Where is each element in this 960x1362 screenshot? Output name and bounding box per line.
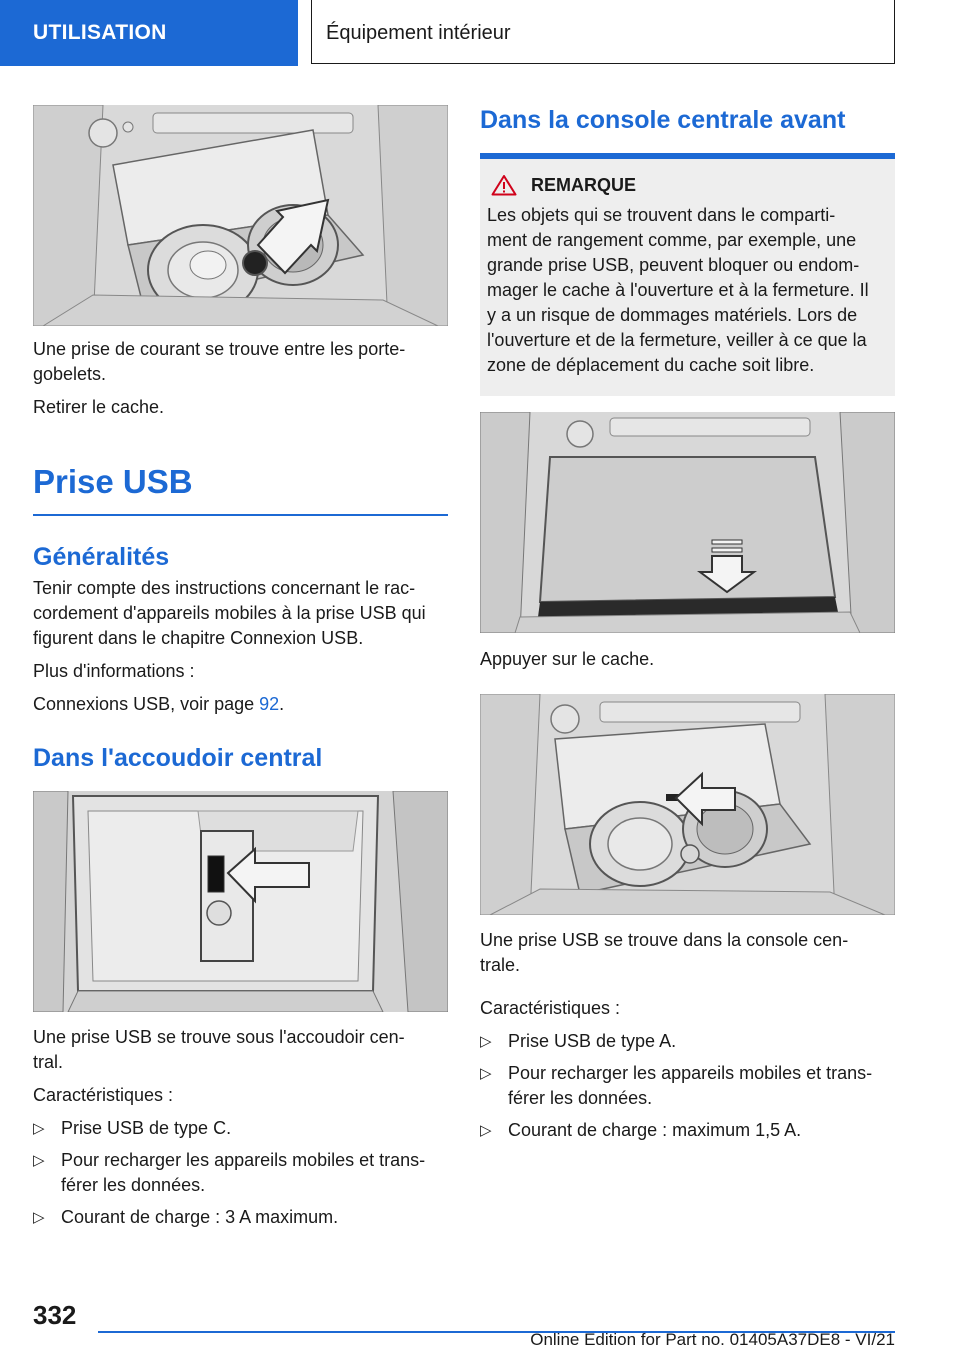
- triangle-right-outline-icon: ▷: [480, 1033, 492, 1050]
- section-title: Équipement intérieur: [311, 0, 895, 64]
- note-line: y a un risque de dommages matériels. Lors de: [487, 305, 858, 325]
- caption-socket-2: gobelets.: [33, 364, 107, 384]
- usb-ref-prefix: Connexions USB, voir page: [33, 694, 260, 714]
- caption-armrest-2: tral.: [33, 1052, 64, 1072]
- feature-text: Courant de charge : maximum 1,5 A.: [508, 1120, 802, 1140]
- feature-text: Prise USB de type C.: [61, 1118, 232, 1138]
- caption-armrest-1: Une prise USB se trouve sous l'accoudoir cen-: [33, 1027, 405, 1047]
- console-usb-photo: [480, 694, 895, 915]
- general-text-3: figurent dans le chapitre Connexion USB.: [33, 628, 364, 648]
- caption-console-2: trale.: [480, 955, 521, 975]
- list-item: [33, 1116, 448, 1141]
- feature-text: Courant de charge : 3 A maximum.: [61, 1207, 339, 1227]
- note-line: mager le cache à l'ouverture et à la fermeture. Il: [487, 280, 869, 300]
- heading-general: Généralités: [33, 543, 170, 571]
- left-column: [33, 105, 448, 1237]
- feature-text: Pour recharger les appareils mobiles et trans-: [61, 1150, 426, 1170]
- general-text-2: cordement d'appareils mobiles à la prise USB qui: [33, 603, 426, 623]
- triangle-right-outline-icon: ▷: [480, 1065, 492, 1082]
- features-label-armrest: Caractéristiques :: [33, 1085, 174, 1105]
- note-line: ment de rangement comme, par exemple, une: [487, 230, 857, 250]
- note-line: Les objets qui se trouvent dans le comparti-: [487, 205, 836, 225]
- more-info-text: Plus d'informations :: [33, 661, 195, 681]
- caption-socket-1: Une prise de courant se trouve entre les porte-: [33, 339, 406, 359]
- triangle-right-outline-icon: ▷: [33, 1209, 45, 1226]
- page-number: 332: [33, 1300, 77, 1330]
- feature-text: férer les données.: [61, 1175, 206, 1195]
- list-item: [480, 1029, 895, 1054]
- note-box: [480, 159, 895, 396]
- page-header: [0, 0, 960, 66]
- features-list-armrest: [33, 1116, 448, 1230]
- usb-ref-suffix: .: [279, 694, 285, 714]
- list-item: [33, 1205, 448, 1230]
- heading-armrest: Dans l'accoudoir central: [33, 744, 323, 772]
- triangle-right-outline-icon: ▷: [480, 1122, 492, 1139]
- warning-triangle-icon: [491, 174, 517, 196]
- armrest-usb-photo: [33, 791, 448, 1012]
- feature-text: Pour recharger les appareils mobiles et trans-: [508, 1063, 873, 1083]
- note-title: [487, 173, 887, 197]
- note-line: zone de déplacement du cache soit libre.: [487, 355, 815, 375]
- closed-cover-photo: [480, 412, 895, 633]
- caption-console-1: Une prise USB se trouve dans la console cen-: [480, 930, 849, 950]
- usb-page-link[interactable]: 92: [259, 694, 280, 714]
- list-item: [33, 1148, 448, 1198]
- feature-text: férer les données.: [508, 1088, 653, 1108]
- heading-center-console: Dans la console centrale avant: [480, 106, 846, 134]
- general-text-1: Tenir compte des instructions concernant le rac-: [33, 578, 416, 598]
- features-label-console: Caractéristiques :: [480, 998, 621, 1018]
- edition-text: Online Edition for Part no. 01405A37DE8 - VI/21: [530, 1330, 895, 1349]
- press-cover-text: Appuyer sur le cache.: [480, 649, 655, 669]
- triangle-right-outline-icon: ▷: [33, 1152, 45, 1169]
- features-list-console: [480, 1029, 895, 1143]
- list-item: [480, 1118, 895, 1143]
- list-item: [480, 1061, 895, 1111]
- usb-reference: [33, 692, 448, 717]
- note-line: grande prise USB, peuvent bloquer ou endom-: [487, 255, 860, 275]
- triangle-right-outline-icon: ▷: [33, 1120, 45, 1137]
- cupholder-socket-photo: [33, 105, 448, 326]
- remove-cover-text: Retirer le cache.: [33, 397, 165, 417]
- feature-text: Prise USB de type A.: [508, 1031, 677, 1051]
- note-title-text: REMARQUE: [531, 175, 637, 195]
- chapter-title: UTILISATION: [0, 0, 298, 66]
- heading-usb-socket: Prise USB: [33, 463, 193, 500]
- note-line: l'ouverture et de la fermeture, veiller à ce que la: [487, 330, 867, 350]
- right-column: [480, 105, 895, 1150]
